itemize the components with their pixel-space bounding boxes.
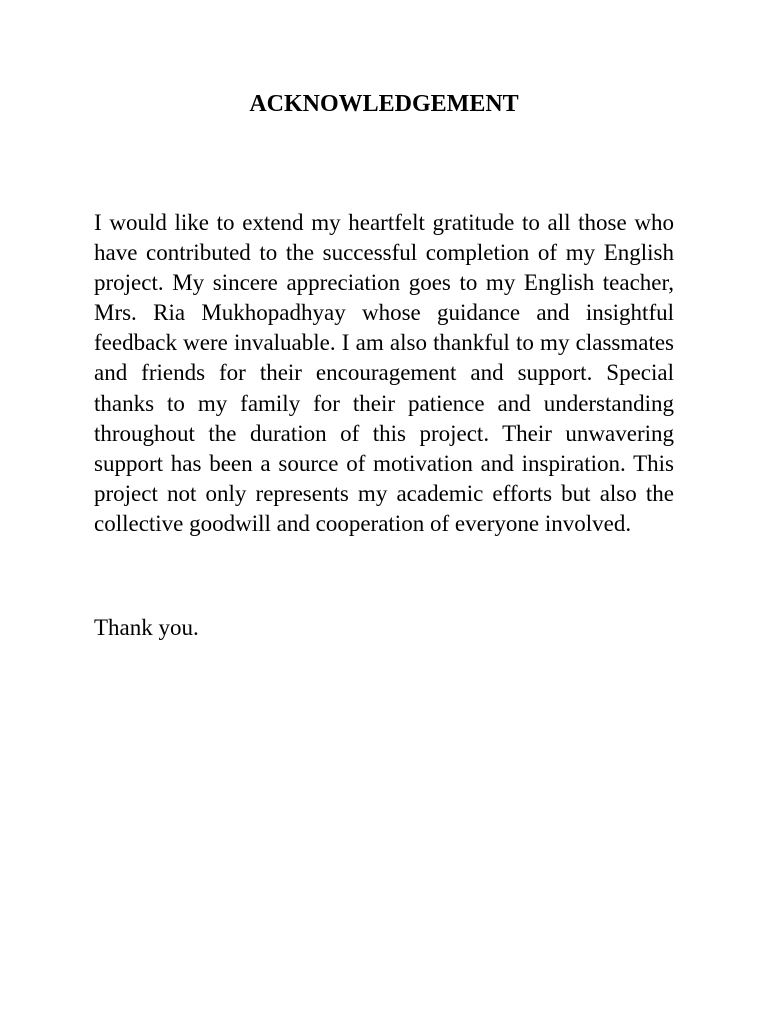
page-title: ACKNOWLEDGEMENT <box>249 91 519 117</box>
closing-line: Thank you. <box>94 615 199 640</box>
acknowledgement-paragraph: I would like to extend my heartfelt gratitude to all those who have contributed to the successful completion of my English project. My sincere appreciation goes to my English teacher, Mrs. Ria Mukhopadhyay whose guidance and insightful feedback were invaluable. I am also thankful to my classmates and friends for their encouragement and support. Special thanks to my family for their patience and understanding throughout the duration of this project. Their unwavering support has been a source of motivation and inspiration. This project not only represents my academic efforts but also the collective goodwill and cooperation of everyone involved. <box>94 210 686 536</box>
